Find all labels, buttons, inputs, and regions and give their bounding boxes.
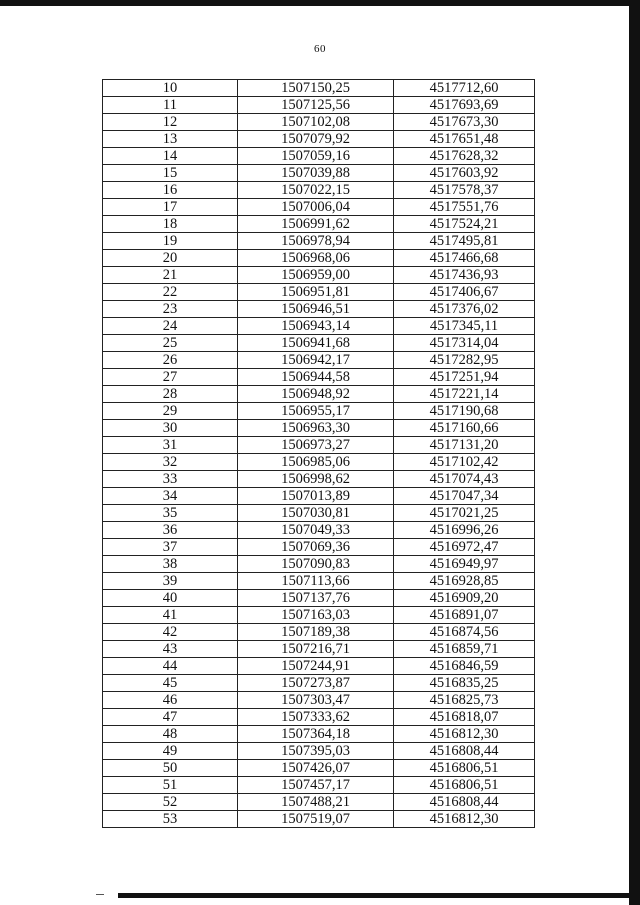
table-row xyxy=(103,250,535,267)
x-coordinate-cell: 1507137,76 xyxy=(238,590,394,607)
x-coordinate-cell: 1507244,91 xyxy=(238,658,394,675)
y-coordinate-cell: 4517693,69 xyxy=(394,97,535,114)
point-number-cell: 50 xyxy=(103,760,238,777)
x-coordinate-cell: 1507488,21 xyxy=(238,794,394,811)
table-row xyxy=(103,80,535,97)
point-number-cell: 51 xyxy=(103,777,238,794)
x-coordinate-cell: 1507519,07 xyxy=(238,811,394,828)
table-row xyxy=(103,539,535,556)
coordinates-table xyxy=(102,79,535,828)
table-row xyxy=(103,590,535,607)
y-coordinate-cell: 4516812,30 xyxy=(394,811,535,828)
table-row xyxy=(103,709,535,726)
x-coordinate-cell: 1506943,14 xyxy=(238,318,394,335)
point-number-cell: 15 xyxy=(103,165,238,182)
x-coordinate-cell: 1506948,92 xyxy=(238,386,394,403)
x-coordinate-cell: 1506985,06 xyxy=(238,454,394,471)
y-coordinate-cell: 4517102,42 xyxy=(394,454,535,471)
x-coordinate-cell: 1507102,08 xyxy=(238,114,394,131)
table-row xyxy=(103,267,535,284)
x-coordinate-cell: 1506963,30 xyxy=(238,420,394,437)
x-coordinate-cell: 1507273,87 xyxy=(238,675,394,692)
y-coordinate-cell: 4517131,20 xyxy=(394,437,535,454)
table-row xyxy=(103,114,535,131)
y-coordinate-cell: 4517074,43 xyxy=(394,471,535,488)
table-row xyxy=(103,675,535,692)
table-row xyxy=(103,811,535,828)
table-row xyxy=(103,420,535,437)
x-coordinate-cell: 1507079,92 xyxy=(238,131,394,148)
x-coordinate-cell: 1506991,62 xyxy=(238,216,394,233)
x-coordinate-cell: 1507189,38 xyxy=(238,624,394,641)
table-row xyxy=(103,556,535,573)
x-coordinate-cell: 1506944,58 xyxy=(238,369,394,386)
point-number-cell: 27 xyxy=(103,369,238,386)
x-coordinate-cell: 1507039,88 xyxy=(238,165,394,182)
x-coordinate-cell: 1506968,06 xyxy=(238,250,394,267)
point-number-cell: 21 xyxy=(103,267,238,284)
table-row xyxy=(103,148,535,165)
table-row xyxy=(103,760,535,777)
table-row xyxy=(103,658,535,675)
point-number-cell: 16 xyxy=(103,182,238,199)
y-coordinate-cell: 4517376,02 xyxy=(394,301,535,318)
point-number-cell: 37 xyxy=(103,539,238,556)
y-coordinate-cell: 4517221,14 xyxy=(394,386,535,403)
point-number-cell: 29 xyxy=(103,403,238,420)
y-coordinate-cell: 4517314,04 xyxy=(394,335,535,352)
page-number: 60 xyxy=(314,43,326,55)
x-coordinate-cell: 1507163,03 xyxy=(238,607,394,624)
point-number-cell: 17 xyxy=(103,199,238,216)
x-coordinate-cell: 1507333,62 xyxy=(238,709,394,726)
point-number-cell: 32 xyxy=(103,454,238,471)
y-coordinate-cell: 4516891,07 xyxy=(394,607,535,624)
table-row xyxy=(103,216,535,233)
point-number-cell: 19 xyxy=(103,233,238,250)
table-row xyxy=(103,182,535,199)
y-coordinate-cell: 4516972,47 xyxy=(394,539,535,556)
y-coordinate-cell: 4517436,93 xyxy=(394,267,535,284)
y-coordinate-cell: 4516808,44 xyxy=(394,743,535,760)
point-number-cell: 13 xyxy=(103,131,238,148)
x-coordinate-cell: 1507303,47 xyxy=(238,692,394,709)
y-coordinate-cell: 4517160,66 xyxy=(394,420,535,437)
table-row xyxy=(103,743,535,760)
table-row xyxy=(103,284,535,301)
x-coordinate-cell: 1506955,17 xyxy=(238,403,394,420)
point-number-cell: 44 xyxy=(103,658,238,675)
table-row xyxy=(103,777,535,794)
y-coordinate-cell: 4517345,11 xyxy=(394,318,535,335)
x-coordinate-cell: 1507013,89 xyxy=(238,488,394,505)
table-row xyxy=(103,726,535,743)
y-coordinate-cell: 4517282,95 xyxy=(394,352,535,369)
y-coordinate-cell: 4517047,34 xyxy=(394,488,535,505)
point-number-cell: 14 xyxy=(103,148,238,165)
table-row xyxy=(103,471,535,488)
y-coordinate-cell: 4516909,20 xyxy=(394,590,535,607)
point-number-cell: 40 xyxy=(103,590,238,607)
point-number-cell: 52 xyxy=(103,794,238,811)
point-number-cell: 39 xyxy=(103,573,238,590)
point-number-cell: 11 xyxy=(103,97,238,114)
x-coordinate-cell: 1507395,03 xyxy=(238,743,394,760)
x-coordinate-cell: 1507090,83 xyxy=(238,556,394,573)
point-number-cell: 47 xyxy=(103,709,238,726)
table-row xyxy=(103,505,535,522)
y-coordinate-cell: 4517651,48 xyxy=(394,131,535,148)
table-row xyxy=(103,97,535,114)
table-row xyxy=(103,607,535,624)
scan-border-bottom xyxy=(118,893,632,898)
x-coordinate-cell: 1506951,81 xyxy=(238,284,394,301)
table-row xyxy=(103,522,535,539)
table-row xyxy=(103,165,535,182)
point-number-cell: 22 xyxy=(103,284,238,301)
point-number-cell: 34 xyxy=(103,488,238,505)
scan-border-top xyxy=(0,0,640,6)
y-coordinate-cell: 4516846,59 xyxy=(394,658,535,675)
y-coordinate-cell: 4517021,25 xyxy=(394,505,535,522)
y-coordinate-cell: 4517628,32 xyxy=(394,148,535,165)
point-number-cell: 41 xyxy=(103,607,238,624)
x-coordinate-cell: 1507125,56 xyxy=(238,97,394,114)
point-number-cell: 45 xyxy=(103,675,238,692)
x-coordinate-cell: 1507022,15 xyxy=(238,182,394,199)
x-coordinate-cell: 1507426,07 xyxy=(238,760,394,777)
y-coordinate-cell: 4516996,26 xyxy=(394,522,535,539)
table-row xyxy=(103,403,535,420)
y-coordinate-cell: 4517466,68 xyxy=(394,250,535,267)
y-coordinate-cell: 4517524,21 xyxy=(394,216,535,233)
point-number-cell: 38 xyxy=(103,556,238,573)
table-row xyxy=(103,352,535,369)
x-coordinate-cell: 1506946,51 xyxy=(238,301,394,318)
x-coordinate-cell: 1507030,81 xyxy=(238,505,394,522)
coordinates-table-body xyxy=(103,80,535,828)
scan-border-right xyxy=(629,0,640,905)
y-coordinate-cell: 4516806,51 xyxy=(394,777,535,794)
x-coordinate-cell: 1507069,36 xyxy=(238,539,394,556)
point-number-cell: 48 xyxy=(103,726,238,743)
y-coordinate-cell: 4517251,94 xyxy=(394,369,535,386)
x-coordinate-cell: 1507113,66 xyxy=(238,573,394,590)
table-row xyxy=(103,573,535,590)
x-coordinate-cell: 1506942,17 xyxy=(238,352,394,369)
point-number-cell: 10 xyxy=(103,80,238,97)
table-row xyxy=(103,437,535,454)
point-number-cell: 43 xyxy=(103,641,238,658)
point-number-cell: 28 xyxy=(103,386,238,403)
table-row xyxy=(103,131,535,148)
table-row xyxy=(103,199,535,216)
y-coordinate-cell: 4517551,76 xyxy=(394,199,535,216)
point-number-cell: 24 xyxy=(103,318,238,335)
y-coordinate-cell: 4517406,67 xyxy=(394,284,535,301)
y-coordinate-cell: 4516806,51 xyxy=(394,760,535,777)
point-number-cell: 46 xyxy=(103,692,238,709)
y-coordinate-cell: 4516835,25 xyxy=(394,675,535,692)
point-number-cell: 23 xyxy=(103,301,238,318)
point-number-cell: 35 xyxy=(103,505,238,522)
point-number-cell: 18 xyxy=(103,216,238,233)
point-number-cell: 49 xyxy=(103,743,238,760)
table-row xyxy=(103,624,535,641)
point-number-cell: 53 xyxy=(103,811,238,828)
y-coordinate-cell: 4517495,81 xyxy=(394,233,535,250)
point-number-cell: 31 xyxy=(103,437,238,454)
y-coordinate-cell: 4517603,92 xyxy=(394,165,535,182)
y-coordinate-cell: 4517673,30 xyxy=(394,114,535,131)
x-coordinate-cell: 1506978,94 xyxy=(238,233,394,250)
y-coordinate-cell: 4516874,56 xyxy=(394,624,535,641)
x-coordinate-cell: 1506959,00 xyxy=(238,267,394,284)
y-coordinate-cell: 4516825,73 xyxy=(394,692,535,709)
x-coordinate-cell: 1507059,16 xyxy=(238,148,394,165)
scan-mark xyxy=(96,894,104,895)
point-number-cell: 42 xyxy=(103,624,238,641)
y-coordinate-cell: 4516859,71 xyxy=(394,641,535,658)
point-number-cell: 30 xyxy=(103,420,238,437)
point-number-cell: 25 xyxy=(103,335,238,352)
x-coordinate-cell: 1507216,71 xyxy=(238,641,394,658)
point-number-cell: 12 xyxy=(103,114,238,131)
y-coordinate-cell: 4516928,85 xyxy=(394,573,535,590)
y-coordinate-cell: 4517190,68 xyxy=(394,403,535,420)
y-coordinate-cell: 4516949,97 xyxy=(394,556,535,573)
y-coordinate-cell: 4517712,60 xyxy=(394,80,535,97)
point-number-cell: 20 xyxy=(103,250,238,267)
x-coordinate-cell: 1507006,04 xyxy=(238,199,394,216)
x-coordinate-cell: 1506998,62 xyxy=(238,471,394,488)
table-row xyxy=(103,794,535,811)
point-number-cell: 36 xyxy=(103,522,238,539)
x-coordinate-cell: 1507150,25 xyxy=(238,80,394,97)
table-row xyxy=(103,386,535,403)
x-coordinate-cell: 1506973,27 xyxy=(238,437,394,454)
table-row xyxy=(103,369,535,386)
x-coordinate-cell: 1506941,68 xyxy=(238,335,394,352)
table-row xyxy=(103,233,535,250)
x-coordinate-cell: 1507364,18 xyxy=(238,726,394,743)
x-coordinate-cell: 1507049,33 xyxy=(238,522,394,539)
point-number-cell: 26 xyxy=(103,352,238,369)
x-coordinate-cell: 1507457,17 xyxy=(238,777,394,794)
table-row xyxy=(103,488,535,505)
point-number-cell: 33 xyxy=(103,471,238,488)
y-coordinate-cell: 4517578,37 xyxy=(394,182,535,199)
y-coordinate-cell: 4516808,44 xyxy=(394,794,535,811)
y-coordinate-cell: 4516812,30 xyxy=(394,726,535,743)
table-row xyxy=(103,692,535,709)
table-row xyxy=(103,335,535,352)
table-row xyxy=(103,301,535,318)
table-row xyxy=(103,318,535,335)
table-row xyxy=(103,641,535,658)
y-coordinate-cell: 4516818,07 xyxy=(394,709,535,726)
table-row xyxy=(103,454,535,471)
